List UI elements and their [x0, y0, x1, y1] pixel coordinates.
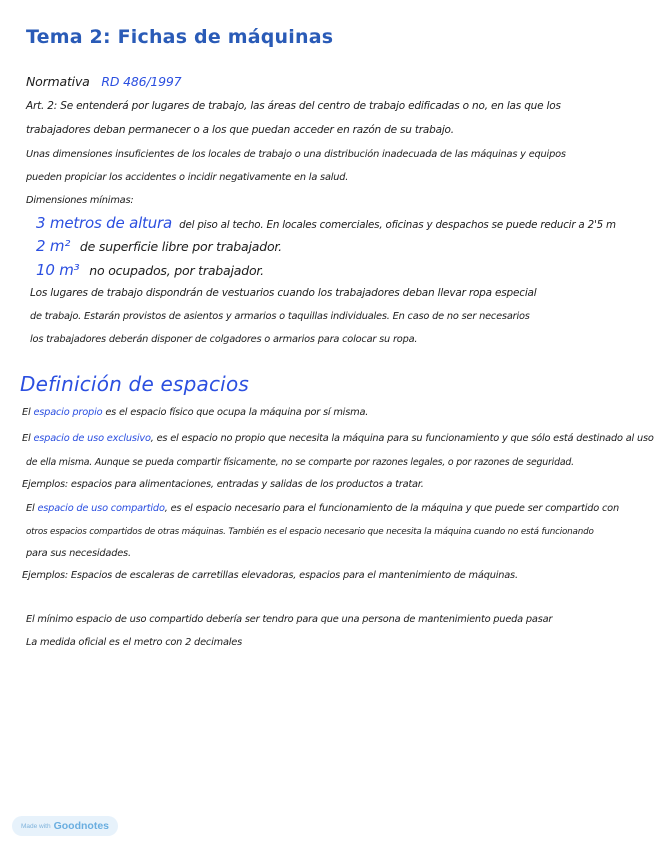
normativa-reference: RD 486/1997: [101, 74, 182, 89]
compartido-text-1: , es el espacio necesario para el funcionamiento de la máquina y que puede ser compartido con: [164, 503, 619, 514]
dimension-volume-highlight: 10 m³: [36, 261, 80, 279]
exclusivo-text-1: , es el espacio no propio que necesita la máquina para su funcionamiento y que sólo está destinado al uso: [150, 433, 654, 444]
compartido-line-2: otros espacios compartidos de otras máquinas. También es el espacio necesario que necesita la máquina cuando no está funcionando: [26, 527, 594, 537]
propio-line: [22, 407, 368, 418]
vestuarios-line-2: de trabajo. Estarán provistos de asientos y armarios o taquillas individuales. En caso de no ser necesarios: [30, 311, 530, 322]
compartido-line-1: [26, 503, 619, 514]
compartido-prefix: El: [26, 503, 35, 514]
dimension-volume-text: no ocupados, por trabajador.: [89, 263, 264, 278]
dimension-height-text: del piso al techo. En locales comerciales, oficinas y despachos se puede reducir a 2'5 m: [179, 219, 616, 231]
exclusivo-line-1: [22, 433, 654, 444]
badge-made-with: Made with: [20, 822, 51, 830]
section-heading-definicion: Definición de espacios: [20, 372, 249, 396]
closing-line-1: El mínimo espacio de uso compartido debería ser tendro para que una persona de mantenimiento pueda pasar: [26, 614, 553, 625]
dimension-area-text: de superficie libre por trabajador.: [79, 239, 282, 254]
badge-brand: Goodnotes: [53, 820, 110, 832]
dimensions-heading: Dimensiones mínimas:: [26, 195, 134, 206]
dimension-volume-line: [36, 261, 264, 279]
ejemplos-line-1: Ejemplos: espacios para alimentaciones, entradas y salidas de los productos a tratar.: [22, 479, 424, 490]
exclusivo-term: espacio de uso exclusivo: [33, 433, 151, 444]
normativa-line: [26, 74, 181, 89]
dimension-area-highlight: 2 m²: [36, 237, 71, 255]
exclusivo-prefix: El: [22, 433, 31, 444]
propio-text: es el espacio físico que ocupa la máquina por sí misma.: [105, 407, 369, 418]
paragraph-line-2: pueden propiciar los accidentes o incidir negativamente en la salud.: [26, 172, 349, 183]
ejemplos-line-2: Ejemplos: Espacios de escaleras de carretillas elevadoras, espacios para el mantenimiento de máquinas.: [22, 570, 518, 581]
page-title: Tema 2: Fichas de máquinas: [26, 26, 334, 48]
article-line-1: Art. 2: Se entenderá por lugares de trabajo, las áreas del centro de trabajo edificadas o no, en las que los: [26, 100, 561, 112]
goodnotes-badge: [12, 816, 118, 836]
propio-prefix: El: [22, 407, 31, 418]
vestuarios-line-3: los trabajadores deberán disponer de colgadores o armarios para colocar su ropa.: [30, 334, 418, 345]
normativa-label: Normativa: [26, 74, 90, 89]
vestuarios-line-1: Los lugares de trabajo dispondrán de vestuarios cuando los trabajadores deban llevar ropa especial: [30, 287, 537, 299]
propio-term: espacio propio: [33, 407, 103, 418]
compartido-term: espacio de uso compartido: [37, 503, 165, 514]
exclusivo-line-2: de ella misma. Aunque se pueda compartir físicamente, no se comparte por razones legales, o por razones de seguridad.: [26, 457, 574, 468]
dimension-height-highlight: 3 metros de altura: [36, 214, 172, 232]
dimension-height-line: [36, 214, 616, 232]
article-line-2: trabajadores deban permanecer o a los que puedan acceder en razón de su trabajo.: [26, 124, 454, 136]
dimension-area-line: [36, 237, 282, 255]
paragraph-line-1: Unas dimensiones insuficientes de los locales de trabajo o una distribución inadecuada de las máquinas y equipos: [26, 149, 566, 160]
closing-line-2: La medida oficial es el metro con 2 decimales: [26, 637, 242, 648]
compartido-line-3: para sus necesidades.: [26, 548, 131, 559]
